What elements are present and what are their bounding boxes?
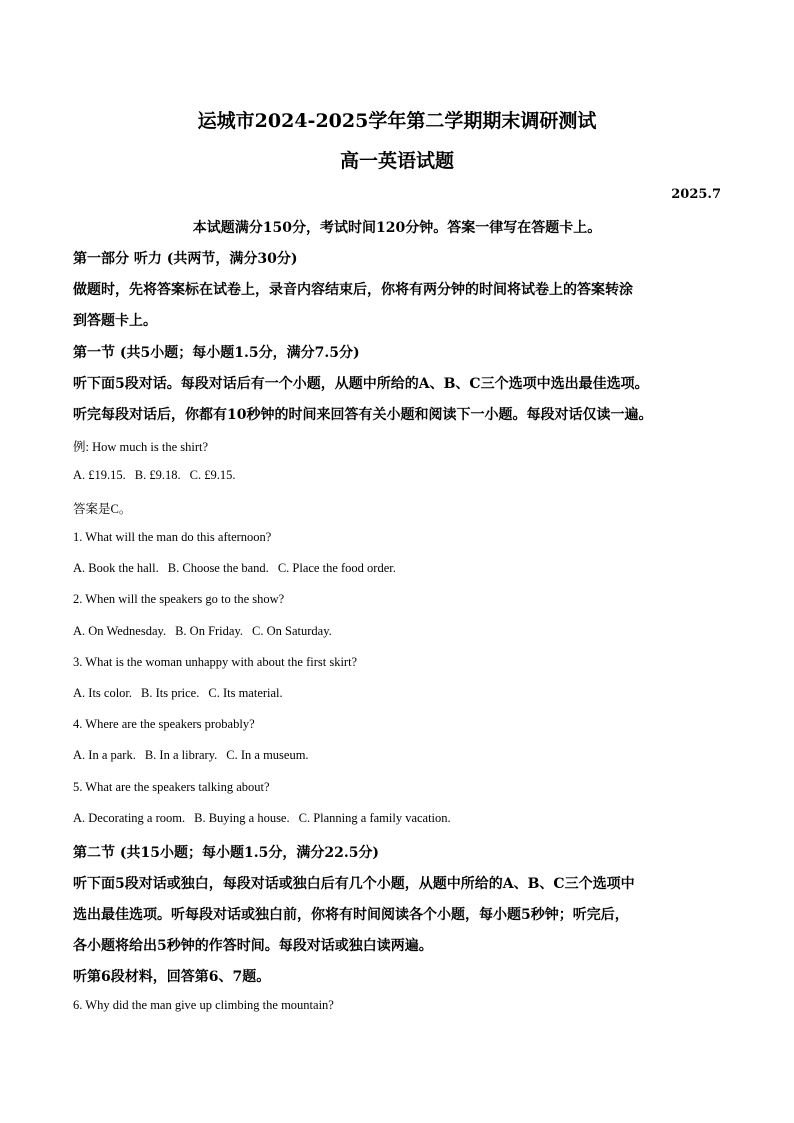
- question-2-options: [73, 624, 341, 639]
- question-4-options: [73, 748, 318, 763]
- section2-directions-2: 选出最佳选项。听每段对话或独白前，你将有时间阅读各个小题，每小题5秒钟；听完后，: [73, 907, 629, 923]
- example-question: 例: How much is the shirt?: [73, 440, 209, 454]
- question-4-option-a: A. In a park.: [73, 748, 136, 762]
- example-answer: 答案是C。: [73, 502, 132, 516]
- question-2-option-b: B. On Friday.: [175, 624, 244, 638]
- question-3-option-a: A. Its color.: [73, 686, 133, 700]
- question-3-option-b: B. Its price.: [141, 686, 200, 700]
- section2-heading: 第二节 (共15小题；每小题1.5分，满分22.5分): [73, 845, 380, 861]
- question-5: 5. What are the speakers talking about?: [73, 780, 270, 794]
- question-2-option-c: C. On Saturday.: [252, 624, 332, 638]
- section2-directions-1: 听下面5段对话或独白，每段对话或独白后有几个小题，从题中所给的A、B、C三个选项中: [73, 876, 635, 892]
- material-6-heading: 听第6段材料，回答第6、7题。: [73, 969, 271, 985]
- question-2-option-a: A. On Wednesday.: [73, 624, 167, 638]
- question-1-option-c: C. Place the food order.: [277, 561, 396, 575]
- question-3-options: [73, 686, 292, 701]
- example-options: [73, 468, 244, 483]
- section1-heading: 第一节 (共5小题；每小题1.5分，满分7.5分): [73, 345, 360, 361]
- exam-notice: 本试题满分150分，考试时间120分钟。答案一律写在答题卡上。: [192, 220, 602, 236]
- exam-date: 2025.7: [671, 187, 721, 202]
- exam-title: 运城市2024-2025学年第二学期期末调研测试: [197, 110, 597, 132]
- question-1-option-a: A. Book the hall.: [73, 561, 159, 575]
- question-3: 3. What is the woman unhappy with about the first skirt?: [73, 655, 358, 669]
- part1-instructions-1: 做题时，先将答案标在试卷上，录音内容结束后，你将有两分钟的时间将试卷上的答案转涂: [73, 282, 633, 298]
- question-5-option-c: C. Planning a family vacation.: [298, 811, 451, 825]
- question-4: 4. Where are the speakers probably?: [73, 717, 255, 731]
- example-option-a: A. £19.15.: [73, 468, 126, 482]
- question-1-option-b: B. Choose the band.: [167, 561, 269, 575]
- example-option-c: C. £9.15.: [189, 468, 236, 482]
- section2-directions-3: 各小题将给出5秒钟的作答时间。每段对话或独白读两遍。: [73, 938, 433, 954]
- question-1-options: [73, 561, 405, 576]
- question-6: 6. Why did the man give up climbing the mountain?: [73, 998, 334, 1012]
- question-2: 2. When will the speakers go to the show?: [73, 592, 285, 606]
- part1-heading: 第一部分 听力 (共两节，满分30分): [73, 251, 298, 267]
- example-option-b: B. £9.18.: [134, 468, 181, 482]
- question-4-option-b: B. In a library.: [144, 748, 218, 762]
- exam-subtitle: 高一英语试题: [339, 150, 454, 172]
- question-5-option-b: B. Buying a house.: [194, 811, 290, 825]
- section1-directions-1: 听下面5段对话。每段对话后有一个小题，从题中所给的A、B、C三个选项中选出最佳选项。: [73, 376, 649, 392]
- section1-directions-2: 听完每段对话后，你都有10秒钟的时间来回答有关小题和阅读下一小题。每段对话仅读一遍。: [73, 407, 653, 423]
- question-1: 1. What will the man do this afternoon?: [73, 530, 272, 544]
- question-5-options: [73, 811, 460, 826]
- question-4-option-c: C. In a museum.: [226, 748, 309, 762]
- question-5-option-a: A. Decorating a room.: [73, 811, 186, 825]
- question-3-option-c: C. Its material.: [208, 686, 283, 700]
- part1-instructions-2: 到答题卡上。: [73, 313, 157, 329]
